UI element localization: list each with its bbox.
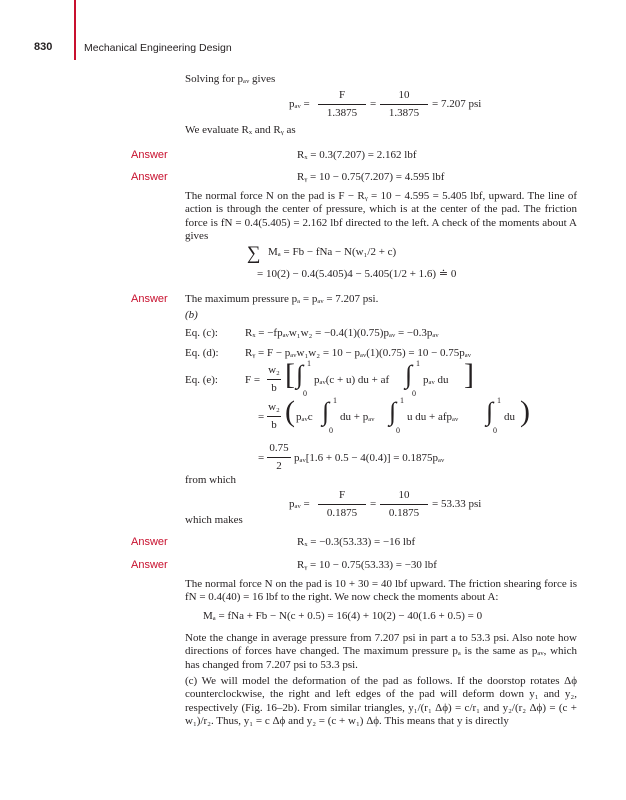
left-paren: ( [285,395,295,428]
equals: = [370,98,377,110]
eq-ry-b: Rᵧ = 10 − 0.75(53.33) = −30 lbf [297,559,437,571]
left-bracket: [ [285,358,295,391]
eq-rx-b: Rₓ = −0.3(53.33) = −16 lbf [297,536,416,548]
fraction-10-over-13875 [380,89,428,120]
denominator: 1.3875 [326,107,358,119]
integral-upper-limit: 1 [307,359,311,368]
fraction-f-over-01875 [318,489,366,520]
paragraph-note: Note the change in average pressure from 7.207 psi in part a to 53.3 psi. Also note how directions of forces have changed. The maximum pressure pₐ is the same as pₐᵥ, which has changed from 7.207 psi to 53.3 psi. [185,632,577,671]
integral-upper-limit: 1 [416,359,420,368]
eq-e2-term-c: u du + afpₐᵥ [407,411,459,423]
eq-c: Rₓ = −fpₐᵥw₁w₂ = −0.4(1)(0.75)pₐᵥ = −0.3pₐᵥ [245,327,439,339]
paragraph-normal-force: The normal force N on the pad is F − Rᵧ = 10 − 4.595 = 5.405 lbf, upward. The line of action is through the center of pressure, which is at the center of the pad. The friction force is fN = 0.4(5.405) = 2.162 lbf directed to the left. A check of the moments about A gives [185,190,577,243]
answer-label: Answer [131,536,168,548]
header-rule [74,0,76,60]
denominator: 2 [276,460,282,472]
numerator: w₂ [268,364,280,376]
answer-label: Answer [131,293,168,305]
numerator: F [338,489,346,501]
eq-e2-term-d: du [504,411,515,423]
eq-pav-result: = 53.33 psi [432,498,482,510]
integral-lower-limit: 0 [412,389,416,398]
eq-c-label: Eq. (c): [185,327,218,339]
denominator: 0.1875 [326,507,358,519]
numerator: 10 [398,89,410,101]
eq-e2-term-b: du + pₐᵥ [340,411,375,423]
text-evaluate: We evaluate Rₓ and Rᵧ as [185,124,296,136]
eq-moments-a-b: Mₐ = fNa + Fb − N(c + 0.5) = 16(4) + 10(2) − 40(1.6 + 0.5) = 0 [203,610,483,622]
integral-sign: ∫ [296,360,304,389]
eq-d: Rᵧ = F − pₐᵥw₁w₂ = 10 − pₐᵥ(1)(0.75) = 10 − 0.75pₐᵥ [245,347,472,359]
denominator: 1.3875 [388,107,420,119]
eq-e2-term-a: pₐᵥc [296,411,313,423]
integral-upper-limit: 1 [333,396,337,405]
denominator: b [271,382,277,394]
page-number: 830 [34,41,53,53]
eq-e-label: Eq. (e): [185,374,218,386]
text-max-pressure: The maximum pressure pₐ = pₐᵥ = 7.207 psi. [185,293,379,305]
integral-sign: ∫ [405,360,413,389]
right-bracket: ] [464,358,474,391]
integral-sign: ∫ [389,397,397,426]
denominator: b [271,419,277,431]
eq-e-integrand-1: pₐᵥ(c + u) du + af [314,374,390,386]
right-paren: ) [520,395,530,428]
numerator: w₂ [268,401,280,413]
text-which-makes: which makes [185,514,243,526]
sigma-symbol: ∑ [247,243,261,264]
text-from-which: from which [185,474,237,486]
eq-pav-result: = 7.207 psi [432,98,482,110]
numerator: 0.75 [269,442,289,454]
answer-label: Answer [131,559,168,571]
eq-e-lhs: F = [245,374,261,386]
eq-moments-a-value: = 10(2) − 0.4(5.405)4 − 5.405(1/2 + 1.6) ≐ 0 [257,268,457,280]
integral-upper-limit: 1 [400,396,404,405]
part-b-label: (b) [185,309,198,321]
eq-rx: Rₓ = 0.3(7.207) = 2.162 lbf [297,149,417,161]
fraction-w2-over-b [267,364,281,395]
numerator: 10 [398,489,410,501]
fraction-075-over-2 [267,442,291,473]
integral-sign: ∫ [486,397,494,426]
equals: = [370,498,377,510]
integral-lower-limit: 0 [396,426,400,435]
paragraph-normal-force-b: The normal force N on the pad is 10 + 30 = 40 lbf upward. The friction shearing force is fN = 0.4(40) = 16 lbf to the right. We now check the moments about A: [185,578,577,604]
equals: = [258,452,265,464]
integral-lower-limit: 0 [493,426,497,435]
fraction-w2-over-b [267,401,281,432]
answer-label: Answer [131,171,168,183]
fraction-10-over-01875 [380,489,428,520]
integral-upper-limit: 1 [497,396,501,405]
paragraph-part-c: (c) We will model the deformation of the pad as follows. If the doorstop rotates Δϕ counterclockwise, the right and left edges of the pad will deform down y₁ and y₂, respectively (Fig. 16–2b). From similar triangles, y₁/(r₁ Δϕ) = c/r₁ and y₂/(r₂ Δϕ) = (c + w₁)/r₂. Thus, y₁ = c Δϕ and y₂ = (c + w₁) Δϕ. This means that y is directly [185,675,577,728]
fraction-f-over-13875 [318,89,366,120]
answer-label: Answer [131,149,168,161]
book-title: Mechanical Engineering Design [84,42,232,54]
eq-pav-lhs: pₐᵥ = [289,98,310,110]
eq-e3-rest: pₐᵥ[1.6 + 0.5 − 4(0.4)] = 0.1875pₐᵥ [294,452,445,464]
eq-ry: Rᵧ = 10 − 0.75(7.207) = 4.595 lbf [297,171,445,183]
numerator: F [338,89,346,101]
text-solving: Solving for pₐᵥ gives [185,73,276,85]
integral-lower-limit: 0 [303,389,307,398]
eq-pav-lhs: pₐᵥ = [289,498,310,510]
eq-d-label: Eq. (d): [185,347,219,359]
equals: = [258,411,265,423]
denominator: 0.1875 [388,507,420,519]
eq-e-integrand-2: pₐᵥ du [423,374,449,386]
eq-moments-a: Mₐ = Fb − fNa − N(w₁/2 + c) [268,246,397,258]
integral-lower-limit: 0 [329,426,333,435]
integral-sign: ∫ [322,397,330,426]
